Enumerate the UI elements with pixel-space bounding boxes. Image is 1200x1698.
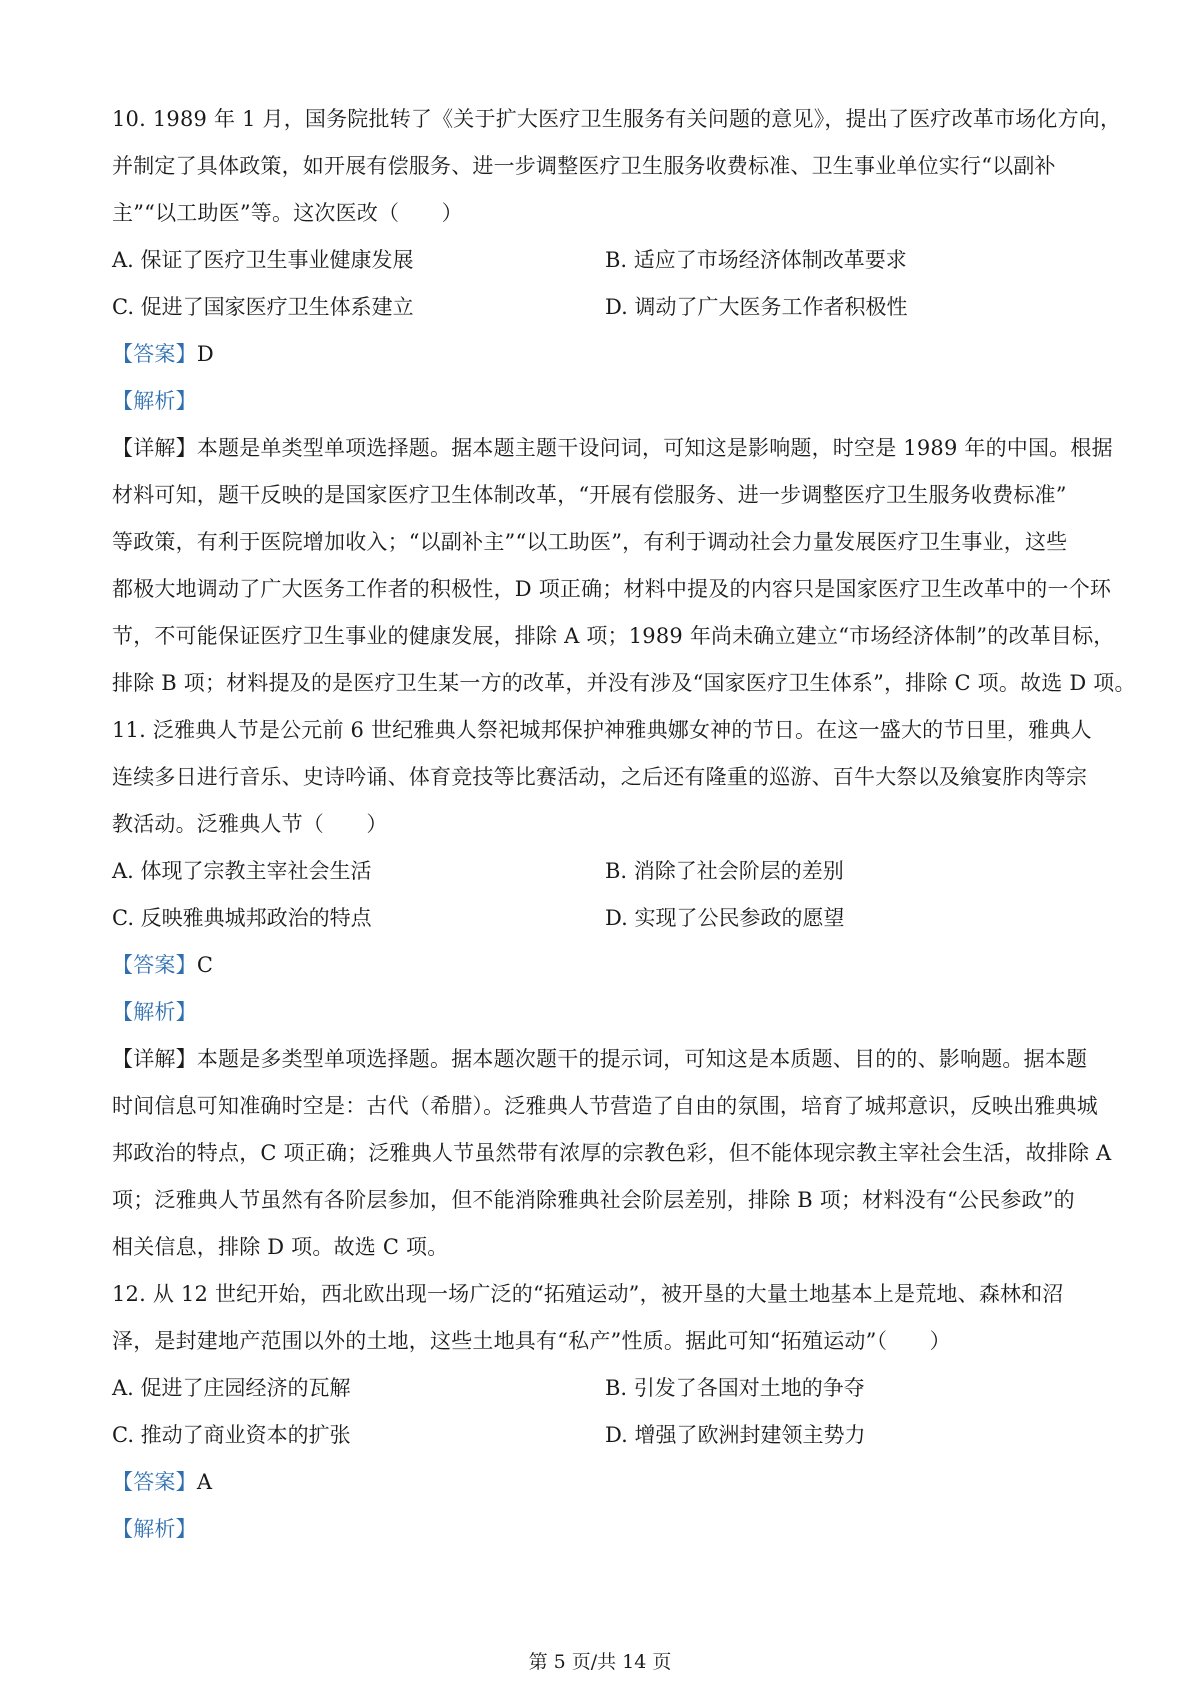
answer-line — [112, 942, 1112, 989]
option-c: C. 反映雅典城邦政治的特点 — [112, 906, 372, 930]
option-a: A. 促进了庄园经济的瓦解 — [112, 1376, 351, 1400]
question-stem-line: 教活动。泛雅典人节（ ） — [112, 812, 388, 836]
options-row — [112, 1365, 1112, 1412]
page-footer: 第 5 页/共 14 页 — [528, 1651, 672, 1673]
document-page — [112, 96, 1136, 1553]
options-row — [112, 1412, 1112, 1459]
option-d: D. 增强了欧洲封建领主势力 — [605, 1423, 866, 1447]
options-row — [112, 848, 1112, 895]
detail-line: 都极大地调动了广大医务工作者的积极性，D 项正确；材料中提及的内容只是国家医疗卫生改革中的一个环 — [112, 577, 1112, 601]
question-10 — [112, 96, 1136, 707]
option-b: B. 消除了社会阶层的差别 — [605, 859, 844, 883]
detail-text: 本题是单类型单项选择题。据本题主题干设问词，可知这是影响题，时空是 1989 年的中国。根据 — [196, 436, 1113, 460]
options-row — [112, 237, 1112, 284]
answer-label: 【答案】 — [112, 1470, 197, 1494]
detail-label: 【详解】 — [112, 1047, 197, 1071]
answer-label: 【答案】 — [112, 342, 197, 366]
question-stem-line: 11. 泛雅典人节是公元前 6 世纪雅典人祭祀城邦保护神雅典娜女神的节日。在这一盛大的节日里，雅典人 — [112, 718, 1092, 742]
question-12 — [112, 1271, 1112, 1553]
detail-line — [112, 1036, 1112, 1083]
detail-label: 【详解】 — [112, 436, 197, 460]
analysis-line — [112, 1506, 1112, 1553]
question-stem-line: 泽，是封建地产范围以外的土地，这些土地具有“私产”性质。据此可知“拓殖运动”（ ） — [112, 1329, 951, 1353]
analysis-label: 【解析】 — [112, 1517, 197, 1541]
detail-line — [112, 425, 1112, 472]
detail-line: 等政策，有利于医院增加收入；“以副补主”“以工助医”，有利于调动社会力量发展医疗卫生事业，这些 — [112, 530, 1068, 554]
question-11 — [112, 707, 1112, 1271]
detail-line: 排除 B 项；材料提及的是医疗卫生某一方的改革，并没有涉及“国家医疗卫生体系”，排除 C 项。故选 D 项。 — [112, 671, 1136, 695]
answer-value: C — [196, 953, 214, 977]
option-d: D. 实现了公民参政的愿望 — [605, 906, 845, 930]
answer-value: A — [196, 1470, 213, 1494]
option-c: C. 促进了国家医疗卫生体系建立 — [112, 295, 414, 319]
question-stem-line: 12. 从 12 世纪开始，西北欧出现一场广泛的“拓殖运动”，被开垦的大量土地基本上是荒地、森林和沼 — [112, 1282, 1064, 1306]
options-row — [112, 284, 1112, 331]
question-stem-line: 并制定了具体政策，如开展有偿服务、进一步调整医疗卫生服务收费标准、卫生事业单位实行“以副补 — [112, 154, 1056, 178]
options-row — [112, 895, 1112, 942]
option-a: A. 保证了医疗卫生事业健康发展 — [112, 248, 414, 272]
analysis-label: 【解析】 — [112, 1000, 197, 1024]
detail-line: 项；泛雅典人节虽然有各阶层参加，但不能消除雅典社会阶层差别，排除 B 项；材料没有“公民参政”的 — [112, 1188, 1075, 1212]
detail-line: 材料可知，题干反映的是国家医疗卫生体制改革，“开展有偿服务、进一步调整医疗卫生服务收费标准” — [112, 483, 1067, 507]
detail-text: 本题是多类型单项选择题。据本题次题干的提示词，可知这是本质题、目的的、影响题。据本题 — [196, 1047, 1088, 1071]
answer-label: 【答案】 — [112, 953, 197, 977]
analysis-line — [112, 378, 1112, 425]
option-b: B. 引发了各国对土地的争夺 — [605, 1376, 865, 1400]
detail-line: 时间信息可知准确时空是：古代（希腊）。泛雅典人节营造了自由的氛围，培育了城邦意识，反映出雅典城 — [112, 1094, 1098, 1118]
analysis-label: 【解析】 — [112, 389, 197, 413]
option-b: B. 适应了市场经济体制改革要求 — [605, 248, 907, 272]
answer-line — [112, 331, 1112, 378]
question-stem-line: 主”“以工助医”等。这次医改（ ） — [112, 201, 463, 225]
detail-line: 节，不可能保证医疗卫生事业的健康发展，排除 A 项；1989 年尚未确立建立“市场经济体制”的改革目标， — [112, 624, 1115, 648]
question-stem-line: 10. 1989 年 1 月，国务院批转了《关于扩大医疗卫生服务有关问题的意见》，提出了医疗改革市场化方向， — [112, 107, 1122, 131]
option-a: A. 体现了宗教主宰社会生活 — [112, 859, 372, 883]
option-d: D. 调动了广大医务工作者积极性 — [605, 295, 908, 319]
analysis-line — [112, 989, 1112, 1036]
answer-line — [112, 1459, 1112, 1506]
detail-line: 相关信息，排除 D 项。故选 C 项。 — [112, 1235, 449, 1259]
option-c: C. 推动了商业资本的扩张 — [112, 1423, 351, 1447]
detail-line: 邦政治的特点，C 项正确；泛雅典人节虽然带有浓厚的宗教色彩，但不能体现宗教主宰社会生活，故排除 A — [112, 1141, 1112, 1165]
answer-value: D — [196, 342, 214, 366]
question-stem-line: 连续多日进行音乐、史诗吟诵、体育竞技等比赛活动，之后还有隆重的巡游、百牛大祭以及飨宴胙肉等宗 — [112, 765, 1088, 789]
